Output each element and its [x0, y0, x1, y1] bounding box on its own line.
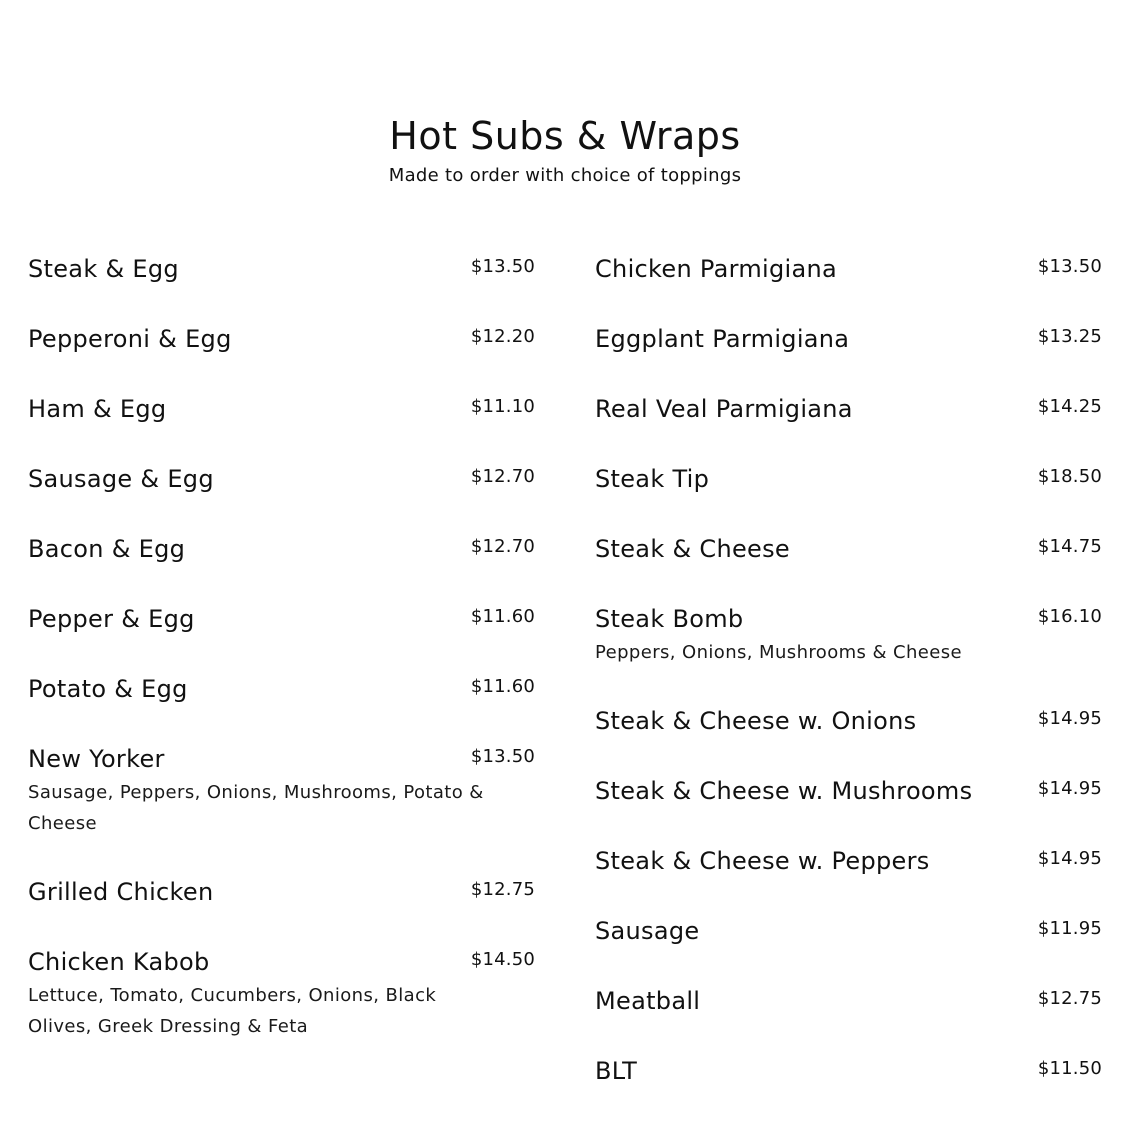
menu-item [28, 945, 535, 1078]
menu-item-row [595, 1054, 1102, 1088]
menu-item-name: Meatball [595, 987, 701, 1015]
menu-item [595, 704, 1102, 774]
menu-item-name: Steak & Cheese w. Onions [595, 707, 917, 735]
menu-item [28, 602, 535, 672]
menu-item-row [595, 844, 1102, 878]
menu-item [28, 462, 535, 532]
menu-item [595, 602, 1102, 704]
menu-item [595, 774, 1102, 844]
menu-item [595, 462, 1102, 532]
menu-item-price: $11.60 [470, 676, 535, 697]
menu-item-row [28, 602, 535, 636]
menu-item-name: BLT [595, 1057, 638, 1085]
menu-item [595, 322, 1102, 392]
menu-item-name: Steak Bomb [595, 605, 744, 633]
menu-item-price: $11.95 [1037, 918, 1102, 939]
menu-item-price: $14.95 [1037, 708, 1102, 729]
menu-item-row [28, 392, 535, 426]
menu-column-left [28, 252, 535, 1078]
menu-item [28, 672, 535, 742]
menu-item-price: $12.70 [470, 536, 535, 557]
menu-item-price: $16.10 [1037, 606, 1102, 627]
menu-item-row [28, 672, 535, 706]
menu-item-name: Steak & Egg [28, 255, 179, 283]
menu-item-name: Steak & Cheese w. Peppers [595, 847, 930, 875]
menu-item-row [28, 322, 535, 356]
menu-item-row [28, 532, 535, 566]
menu-item-price: $14.25 [1037, 396, 1102, 417]
menu-item-description: Lettuce, Tomato, Cucumbers, Onions, Black Olives, Greek Dressing & Feta [28, 985, 437, 1037]
menu-item-price: $12.75 [1037, 988, 1102, 1009]
menu-item-row [595, 774, 1102, 808]
menu-item [595, 984, 1102, 1054]
menu-item-row [595, 984, 1102, 1018]
menu-item [595, 1054, 1102, 1124]
menu-item-price: $11.50 [1037, 1058, 1102, 1079]
menu-item-row [28, 875, 535, 909]
menu-item-row [28, 742, 535, 776]
menu-item-row [595, 252, 1102, 286]
menu-item-name: Chicken Kabob [28, 948, 210, 976]
menu-item-price: $12.20 [470, 326, 535, 347]
menu-item-row [28, 462, 535, 496]
menu-item [28, 875, 535, 945]
menu-item [28, 532, 535, 602]
menu-item-row [595, 462, 1102, 496]
menu-item-name: New Yorker [28, 745, 165, 773]
menu-item-name: Chicken Parmigiana [595, 255, 838, 283]
menu-item-description: Peppers, Onions, Mushrooms & Cheese [595, 642, 962, 663]
menu-item-name: Pepper & Egg [28, 605, 195, 633]
menu-item-name: Real Veal Parmigiana [595, 395, 853, 423]
menu-item-name: Pepperoni & Egg [28, 325, 232, 353]
menu-item [595, 914, 1102, 984]
menu-item-name: Steak & Cheese [595, 535, 790, 563]
menu-item-name: Potato & Egg [28, 675, 188, 703]
menu-item [595, 532, 1102, 602]
menu-item-price: $13.50 [470, 256, 535, 277]
menu-item-price: $12.70 [470, 466, 535, 487]
menu-item-price: $13.25 [1037, 326, 1102, 347]
menu-item-price: $13.50 [1037, 256, 1102, 277]
menu-item-row [595, 392, 1102, 426]
menu-item [28, 742, 535, 875]
menu-column-right [595, 252, 1102, 1124]
menu-item-price: $14.95 [1037, 848, 1102, 869]
menu-item-name: Sausage [595, 917, 700, 945]
menu-item [28, 322, 535, 392]
menu-item-name: Sausage & Egg [28, 465, 214, 493]
menu-item-row [28, 252, 535, 286]
menu-item-name: Eggplant Parmigiana [595, 325, 850, 353]
menu-item-price: $18.50 [1037, 466, 1102, 487]
page-title: Hot Subs & Wraps [389, 114, 741, 158]
menu-item [28, 252, 535, 322]
menu-item-row [28, 945, 535, 979]
menu-item-name: Steak Tip [595, 465, 710, 493]
menu-item-name: Ham & Egg [28, 395, 167, 423]
menu-item-price: $12.75 [470, 879, 535, 900]
menu-item-row [595, 704, 1102, 738]
menu-item-description: Sausage, Peppers, Onions, Mushrooms, Potato & Cheese [28, 782, 484, 834]
menu-item-price: $14.95 [1037, 778, 1102, 799]
menu-item-name: Steak & Cheese w. Mushrooms [595, 777, 973, 805]
menu-item [28, 392, 535, 462]
menu-item-name: Grilled Chicken [28, 878, 214, 906]
menu-item-row [595, 914, 1102, 948]
menu-item-row [595, 602, 1102, 636]
menu-item-price: $14.50 [470, 949, 535, 970]
menu-item-price: $11.10 [470, 396, 535, 417]
menu-item-price: $14.75 [1037, 536, 1102, 557]
menu-item [595, 252, 1102, 322]
page-subtitle: Made to order with choice of toppings [388, 165, 742, 186]
menu-item [595, 392, 1102, 462]
menu-header [0, 112, 1130, 188]
menu-item-row [595, 322, 1102, 356]
menu-item-price: $13.50 [470, 746, 535, 767]
menu-item-name: Bacon & Egg [28, 535, 186, 563]
menu-item-row [595, 532, 1102, 566]
menu-item [595, 844, 1102, 914]
menu-item-price: $11.60 [470, 606, 535, 627]
